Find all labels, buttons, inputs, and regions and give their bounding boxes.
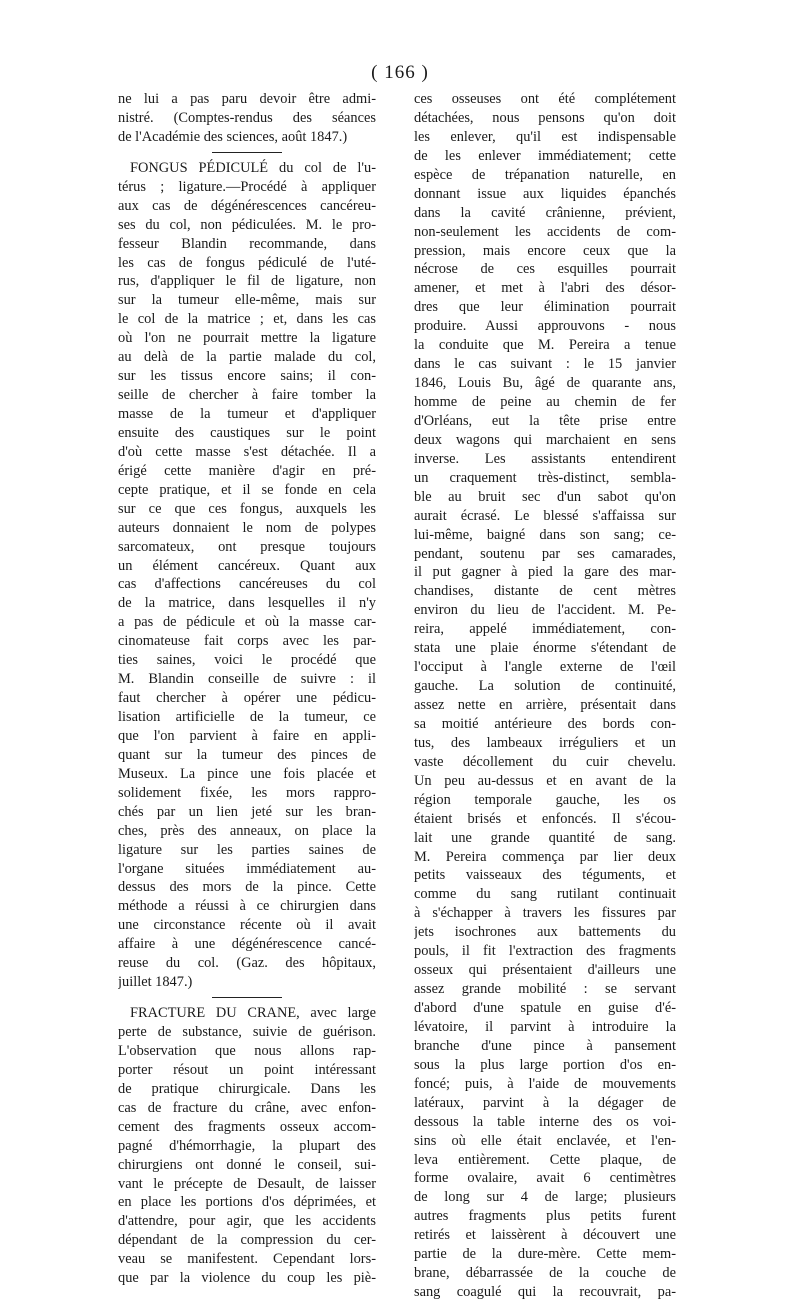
text-line: vant le précepte de Desault, de laisser bbox=[118, 1175, 376, 1192]
text-line: pendant, soutenu par ses camarades, bbox=[414, 545, 676, 562]
text-line: M. Pereira commença par lier deux bbox=[414, 848, 676, 865]
text-line: sarcomateux, ont presque toujours bbox=[118, 538, 376, 555]
text-line: détachées, nous pensons qu'on doit bbox=[414, 109, 676, 126]
text-line: autres fragments plus petits furent bbox=[414, 1208, 676, 1225]
text-line: partie de la dure-mère. Cette mem- bbox=[414, 1246, 676, 1263]
text-line: il put gagner à pied la gare des mar- bbox=[414, 564, 676, 581]
text-line: quant sur la tumeur des pinces de bbox=[118, 746, 376, 763]
text-line: faut chercher à opérer une pédicu- bbox=[118, 690, 376, 707]
text-line: deux wagons qui marchaient en sens bbox=[414, 431, 676, 448]
text-line: dépendant de la compression du cer- bbox=[118, 1232, 376, 1249]
text-line: au delà de la partie malade du col, bbox=[118, 349, 376, 366]
text-line: affaire à une dégénérescence cancé- bbox=[118, 936, 376, 953]
section-separator bbox=[212, 152, 282, 153]
text-line: foncé; puis, à l'aide de mouvements bbox=[414, 1075, 676, 1092]
text-line: a pas de pédicule et où la masse car- bbox=[118, 614, 376, 631]
text-line: un élément cancéreux. Quant aux bbox=[118, 557, 376, 574]
text-line: sins où elle était enclavée, et l'en- bbox=[414, 1132, 676, 1149]
text-line: aurait écrasé. Le blessé s'affaissa sur bbox=[414, 507, 676, 524]
text-line: d'attendre, pour agir, que les accidents bbox=[118, 1213, 376, 1230]
text-line: dans le cas suivant : le 15 janvier bbox=[414, 356, 676, 373]
text-line: environ du lieu de l'accident. M. Pe- bbox=[414, 602, 676, 619]
text-line: la conduite que M. Pereira a tenue bbox=[414, 337, 676, 354]
text-line: gauche. La solution de continuité, bbox=[414, 678, 676, 695]
text-line: dessus des mors de la pince. Cette bbox=[118, 879, 376, 896]
text-line: à s'échapper à travers les fissures par bbox=[414, 905, 676, 922]
text-line: stata une plaie énorme s'étendant de bbox=[414, 640, 676, 657]
text-line: masse de la tumeur et d'appliquer bbox=[118, 406, 376, 422]
text-line: les enlever, qu'il est indispensable bbox=[414, 128, 676, 145]
text-line: ses du col, non pédiculées. M. le pro- bbox=[118, 216, 376, 233]
text-line: espèce de trépanation naturelle, en bbox=[414, 166, 676, 183]
text-line: de l'Académie des sciences, août 1847.) bbox=[118, 128, 348, 145]
text-line: de long sur 4 de large; plusieurs bbox=[414, 1189, 676, 1206]
text-line: FRACTURE DU CRANE, avec large bbox=[130, 1005, 376, 1022]
text-line: forme ovalaire, avait 6 centimètres bbox=[414, 1170, 676, 1187]
text-line: lait une grande quantité de sang. bbox=[414, 829, 676, 846]
text-line: rus, d'appliquer le fil de ligature, non bbox=[118, 273, 376, 290]
text-line: juillet 1847.) bbox=[118, 974, 193, 991]
text-line: petits vaisseaux des téguments, et bbox=[414, 867, 676, 884]
text-line: sur ce que ces fongus, auxquels les bbox=[118, 500, 376, 517]
text-line: reuse du col. (Gaz. des hôpitaux, bbox=[118, 955, 376, 972]
text-line: 1846, Louis Bu, âgé de quarante ans, bbox=[414, 375, 676, 392]
text-line: ne lui a pas paru devoir être admi- bbox=[118, 91, 376, 107]
text-line: d'Orléans, eut la tête prise entre bbox=[414, 412, 676, 429]
text-line: région temporale gauche, les os bbox=[414, 791, 676, 808]
text-line: le col de la matrice ; et, dans les cas bbox=[118, 311, 376, 328]
text-line: leva entièrement. Cette plaque, de bbox=[414, 1151, 676, 1168]
text-line: assez grande mobilité : se servant bbox=[414, 981, 676, 998]
text-line: l'occiput à l'angle externe de l'œil bbox=[414, 659, 676, 676]
text-line: cas de fracture du crâne, avec enfon- bbox=[118, 1099, 376, 1116]
text-line: de la matrice, dans lesquelles il n'y bbox=[118, 595, 376, 612]
text-line: perte de substance, suivie de guérison. bbox=[118, 1024, 376, 1040]
text-line: ces osseuses ont été complétement bbox=[414, 91, 676, 107]
text-line: assez nette en arrière, présentait dans bbox=[414, 697, 676, 713]
left-text-column bbox=[118, 90, 376, 1288]
text-line: branche d'une pince à pansement bbox=[414, 1037, 676, 1054]
text-line: auteurs donnaient le nom de polypes bbox=[118, 519, 376, 536]
text-line: tus, des lambeaux irréguliers et un bbox=[414, 734, 676, 751]
text-line: fesseur Blandin recommande, dans bbox=[118, 235, 376, 252]
text-line: L'observation que nous allons rap- bbox=[118, 1042, 376, 1059]
text-line: chandises, distante de cent mètres bbox=[414, 583, 676, 600]
text-line: de les enlever immédiatement; cette bbox=[414, 147, 676, 164]
text-line: seille de chercher à faire tomber la bbox=[118, 387, 376, 404]
text-line: sa moitié antérieure des bords con- bbox=[414, 715, 676, 732]
text-line: ligature sur les parties saines de bbox=[118, 841, 376, 858]
text-line: pagné d'hémorrhagie, la plupart des bbox=[118, 1137, 376, 1154]
text-line: érigé cette manière d'agir en pré- bbox=[118, 462, 376, 479]
right-text-column bbox=[414, 90, 676, 1302]
text-line: les cas de fongus pédiculé de l'uté- bbox=[118, 254, 376, 271]
text-line: produire. Aussi approuvons - nous bbox=[414, 318, 676, 335]
text-line: un craquement très-distinct, sembla- bbox=[414, 469, 676, 486]
text-line: chirurgiens ont donné le conseil, sui- bbox=[118, 1156, 376, 1173]
text-line: Museux. La pince une fois placée et bbox=[118, 765, 376, 782]
text-line: que par la violence du coup les piè- bbox=[118, 1270, 376, 1287]
text-line: reira, appelé immédiatement, con- bbox=[414, 621, 676, 638]
text-line: dans la cavité crânienne, prévient, bbox=[414, 204, 676, 221]
text-line: donnant issue aux liquides épanchés bbox=[414, 185, 676, 202]
text-line: dessous la table interne des os voi- bbox=[414, 1113, 676, 1130]
text-line: porter résout un point intéressant bbox=[118, 1061, 376, 1078]
text-line: sang coagulé qui la recouvrait, pa- bbox=[414, 1284, 676, 1301]
text-line: latéraux, parvint à la dégager de bbox=[414, 1094, 676, 1111]
text-line: nécrose de ces esquilles pourrait bbox=[414, 261, 676, 278]
text-line: veau se manifestent. Cependant lors- bbox=[118, 1251, 376, 1268]
text-line: en place les portions d'os déprimées, et bbox=[118, 1194, 376, 1211]
text-line: M. Blandin conseille de suivre : il bbox=[118, 671, 376, 688]
text-line: chés par un lien jeté sur les bran- bbox=[118, 803, 376, 820]
text-line: amener, et met à l'abri des désor- bbox=[414, 280, 676, 297]
text-line: pression, mais encore ceux que la bbox=[414, 242, 676, 259]
text-line: sur la tumeur elle-même, mais sur bbox=[118, 292, 376, 309]
text-line: méthode a réussi à ce chirurgien dans bbox=[118, 898, 376, 915]
text-line: homme de peine au chemin de fer bbox=[414, 394, 676, 410]
text-line: étaient brisés et enfoncés. Il s'écou- bbox=[414, 810, 676, 827]
text-line: ches, près des anneaux, on place la bbox=[118, 822, 376, 839]
text-line: sous la plus large portion d'os en- bbox=[414, 1056, 676, 1073]
text-line: brane, débarrassée de la couche de bbox=[414, 1265, 676, 1282]
text-line: jets isochrones aux battements du bbox=[414, 924, 676, 941]
text-line: l'organe situées immédiatement au- bbox=[118, 860, 376, 877]
text-line: térus ; ligature.—Procédé à appliquer bbox=[118, 178, 376, 195]
text-line: comme du sang rutilant continuait bbox=[414, 886, 676, 903]
text-line: vaste décollement du cuir chevelu. bbox=[414, 753, 676, 770]
text-line: pouls, il fit l'extraction des fragments bbox=[414, 943, 676, 960]
text-line: ties saines, voici le procédé que bbox=[118, 652, 376, 669]
text-line: cas d'affections cancéreuses du col bbox=[118, 576, 376, 593]
text-line: lisation artificielle de la tumeur, ce bbox=[118, 709, 376, 725]
page-number: ( 166 ) bbox=[371, 62, 429, 83]
text-line: osseux qui présentaient d'ailleurs une bbox=[414, 962, 676, 979]
text-line: ble au bruit sec d'un sabot qu'on bbox=[414, 488, 676, 505]
text-line: FONGUS PÉDICULÉ du col de l'u- bbox=[130, 159, 376, 176]
text-line: Un peu au-dessus et en avant de la bbox=[414, 772, 676, 789]
text-line: d'où cette masse s'est détachée. Il a bbox=[118, 443, 376, 460]
text-line: ensuite des caustiques sur le point bbox=[118, 424, 376, 441]
text-line: inverse. Les assistants entendirent bbox=[414, 450, 676, 467]
text-line: sur les tissus encore sains; il con- bbox=[118, 368, 376, 385]
text-line: où l'on ne pourrait mettre la ligature bbox=[118, 330, 376, 347]
text-line: une circonstance récente où il avait bbox=[118, 917, 376, 934]
text-line: retirés et laissèrent à découvert une bbox=[414, 1227, 676, 1244]
text-line: dres que leur élimination pourrait bbox=[414, 299, 676, 316]
text-line: cement des fragments osseux accom- bbox=[118, 1118, 376, 1135]
text-line: non-seulement les accidents de com- bbox=[414, 223, 676, 240]
text-line: cinomateuse fait corps avec les par- bbox=[118, 633, 376, 650]
text-line: lévatoire, il parvint à introduire la bbox=[414, 1018, 676, 1035]
text-line: d'abord d'une spatule en guise d'é- bbox=[414, 1000, 676, 1016]
text-line: aux cas de dégénérescences cancéreu- bbox=[118, 197, 376, 214]
text-line: solidement fixée, les mors rappro- bbox=[118, 784, 376, 801]
text-line: lui-même, baigné dans son sang; ce- bbox=[414, 526, 676, 543]
text-line: que l'on parvient à faire en appli- bbox=[118, 727, 376, 744]
text-line: nistré. (Comptes-rendus des séances bbox=[118, 109, 376, 126]
text-line: de pratique chirurgicale. Dans les bbox=[118, 1080, 376, 1097]
text-line: cepte pratique, et il se fonde en cela bbox=[118, 481, 376, 498]
section-separator bbox=[212, 997, 282, 998]
